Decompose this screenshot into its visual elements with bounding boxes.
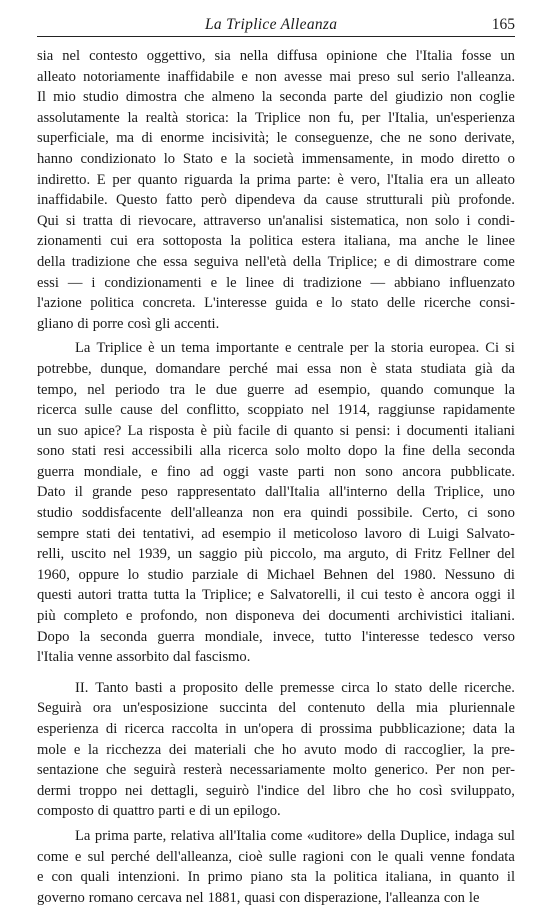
page-header — [37, 14, 515, 37]
text-line: 1960, oppure lo studio parziale di Michael Behnen del 1980. Nessuno di — [37, 566, 515, 583]
text-line: governo romano cercava nel 1881, quasi con disperazione, l'alleanza con le — [37, 889, 480, 906]
text-line: come e sul perché dell'alleanza, cioè sulle ragioni con le quali venne fondata — [37, 848, 515, 865]
text-line: potrebbe, dunque, domandare perché mai essa non è stata studiata già da — [37, 360, 515, 377]
text-line: hanno condizionato lo Stato e la società immensamente, in modo diretto o — [37, 150, 515, 167]
text-line: composto di quattro parti e di un epilogo. — [37, 803, 281, 820]
text-line: indiretto. E per quanto riguarda la prima parte: è vero, l'Italia era un alleato — [37, 171, 515, 188]
text-line: un suo apice? La risposta è più facile di quanto si pensi: i documenti italiani — [37, 422, 515, 439]
body-text — [37, 46, 515, 908]
text-line: dermi troppo nei dettagli, seguirò l'indice del libro che ho così sviluppato, — [37, 782, 515, 799]
text-line: Dato il grande peso rappresentato dall'Italia all'interno della Triplice, uno — [37, 484, 515, 501]
text-line: e con quali intenzioni. In primo piano sta la politica italiana, in quanto il — [37, 869, 515, 886]
text-line: Qui si tratta di rievocare, attraverso un'analisi sistematica, non solo i condi- — [37, 212, 515, 229]
text-line: ricerca sulle cause del conflitto, scoppiato nel 1914, raggiunse rapidamente — [37, 402, 515, 419]
running-title: La Triplice Alleanza — [205, 16, 338, 33]
paragraph-1 — [37, 46, 515, 334]
text-line: inaffidabile. Questo fatto però dipendeva da cause strutturali più profonde. — [37, 192, 515, 209]
text-line: più completo e profondo, non disponeva dei documenti archivistici italiani. — [37, 608, 515, 625]
text-line: mole e la ricchezza dei materiali che ho avuto modo di raccoglier, la pre- — [37, 741, 515, 758]
text-line: superficiale, ma di enorme incisività; le conseguenze, che ne sono derivate, — [37, 130, 515, 147]
text-line: zionamenti cui era sottoposta la politica estera italiana, ma anche le linee — [37, 233, 515, 250]
book-page — [37, 14, 515, 908]
text-line: Il mio studio dimostra che almeno la seconda parte del giudizio non coglie — [37, 89, 515, 106]
text-line: tempo, nel periodo tra le due guerre ad esempio, quando comunque la — [37, 381, 515, 398]
text-line: gliano di porre così gli accenti. — [37, 315, 220, 332]
paragraph-3 — [37, 678, 515, 822]
text-line: sempre stati dei tentativi, ad esempio il meticoloso lavoro di Luigi Salvato- — [37, 525, 515, 542]
text-line: II. Tanto basti a proposito delle premesse circa lo stato delle ricerche. — [75, 679, 515, 696]
text-line: della tradizione che essa seguiva nell'età della Triplice; e di dimostrare come — [37, 253, 515, 270]
page-number: 165 — [491, 16, 515, 33]
text-line: relli, uscito nel 1939, un saggio più piccolo, ma arguto, di Fritz Fellner del — [37, 546, 515, 563]
text-line: alleato notoriamente inaffidabile e non avesse mai preso sul serio l'alleanza. — [37, 68, 515, 85]
paragraph-4 — [37, 826, 515, 908]
paragraph-2 — [37, 338, 515, 668]
text-line: assolutamente la realtà storica: la Triplice non fu, per l'Italia, un'esperienza — [37, 109, 515, 126]
text-line: questi autori tratta tutta la Triplice; e Salvatorelli, il cui testo è ancora oggi il — [37, 587, 515, 604]
text-line: guerra mondiale, e fino ad oggi vaste parti non sono ancora pubblicate. — [37, 463, 515, 480]
text-line: esperienza di ricerca raccolta in un'opera di prossima pubblicazione; data la — [37, 721, 515, 737]
text-line: sono stati resi accessibili alla ricerca solo molto dopo la fine della seconda — [37, 443, 515, 460]
text-line: sia nel contesto oggettivo, sia nella diffusa opinione che l'Italia fosse un — [37, 48, 515, 64]
text-line: Dopo la seconda guerra mondiale, invece, tutto l'interesse tedesco verso — [37, 628, 515, 645]
text-line: studio soddisfacente dell'alleanza non era quindi possibile. Certo, ci sono — [37, 505, 515, 522]
text-line: l'Italia venne assorbito dal fascismo. — [37, 649, 251, 666]
text-line: sentazione che seguirà resterà necessariamente molto generico. Per non per- — [37, 762, 515, 779]
text-line: Seguirà ora un'esposizione succinta del contenuto della mia pluriennale — [37, 700, 515, 717]
text-line: La prima parte, relativa all'Italia come «uditore» della Duplice, indaga sul — [75, 827, 515, 844]
text-line: essi — i condizionamenti e le linee di tradizione — abbiano influenzato — [37, 274, 515, 291]
text-line: La Triplice è un tema importante e centrale per la storia europea. Ci si — [75, 340, 515, 357]
text-line: l'azione politica concreta. L'interesse guida e lo stato delle ricerche consi- — [37, 295, 515, 312]
